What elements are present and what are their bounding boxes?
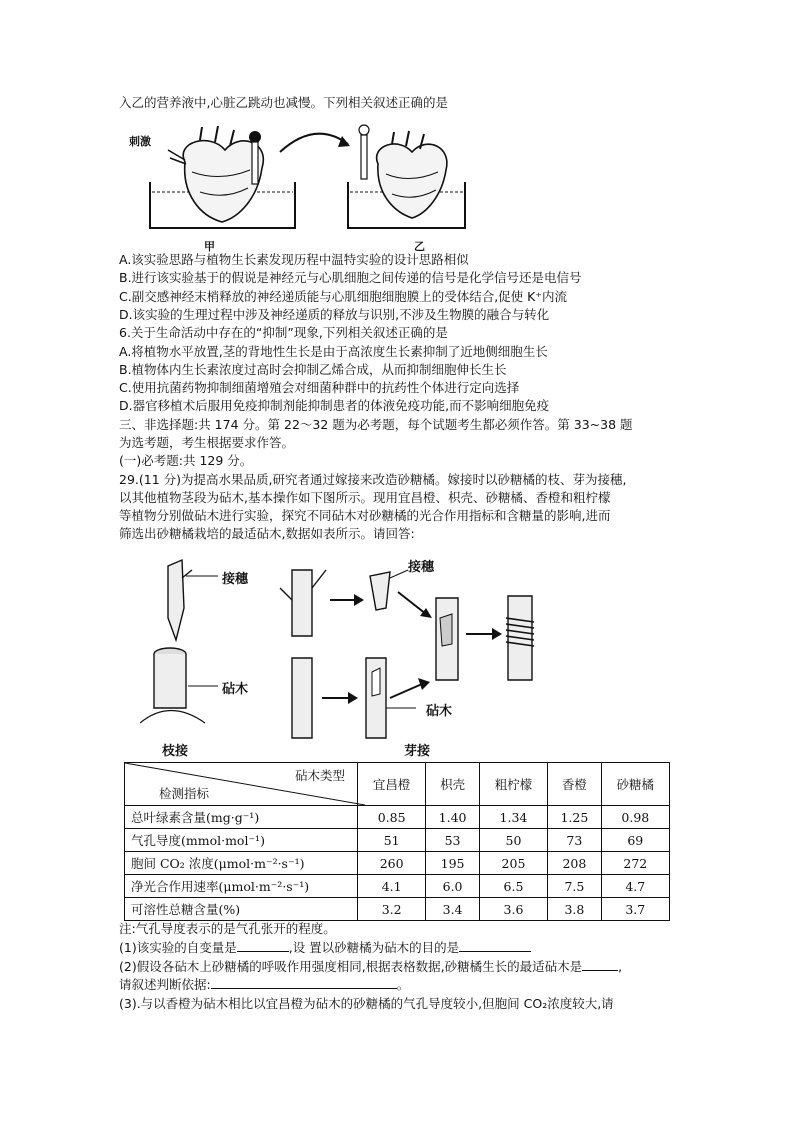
rootstock-label: 砧木 [222, 682, 249, 697]
bud-graft-label: 芽接 [404, 744, 431, 759]
q29-stem-line1: 29.(11 分)为提高水果品质,研究者通过嫁接来改造砂糖橘。嫁接时以砂糖橘的枝、芽为接穗, [119, 472, 627, 487]
figure-label-b: 乙 [414, 240, 425, 253]
table-corner-cell [125, 763, 358, 806]
table-cell: 3.6 [479, 898, 547, 921]
q5-option-c: C.副交感神经末梢释放的神经递质能与心肌细胞细胞膜上的受体结合,促使 K⁺内流 [119, 289, 567, 304]
table-cell: 4.7 [601, 875, 669, 898]
grafting-diagram [140, 548, 560, 758]
table-row [125, 852, 670, 875]
table-cell: 6.5 [479, 875, 547, 898]
subquestion-2 [119, 958, 622, 975]
q6-option-d: D.器官移植术后服用免疫抑制剂能抑制患者的体液免疫功能,而不影响细胞免疫 [119, 398, 550, 413]
table-cell: 1.25 [548, 806, 601, 829]
rootstock-label-bud: 砧木 [426, 704, 453, 719]
stimulus-label: 刺激 [129, 135, 151, 148]
table-cell: 4.1 [358, 875, 426, 898]
branch-graft-label: 枝接 [162, 744, 189, 759]
table-cell: 1.34 [479, 806, 547, 829]
section3-instructions-line2: 为选考题，考生根据要求作答。 [119, 435, 295, 450]
q29-stem-line4: 筛选出砂糖橘栽培的最适砧木,数据如表所示。请回答: [119, 526, 415, 541]
column-header: 宜昌橙 [358, 763, 426, 806]
q6-stem: 6.关于生命活动中存在的“抑制”现象,下列相关叙述正确的是 [119, 325, 448, 340]
header-rootstock-type: 砧木类型 [294, 768, 345, 783]
table-row [125, 829, 670, 852]
column-header: 枳壳 [426, 763, 479, 806]
table-cell: 0.85 [358, 806, 426, 829]
section3-instructions-line1: 三、非选择题:共 174 分。第 22～32 题为必考题，每个试题考生都必须作答。第 33~38 题 [119, 417, 633, 432]
row-indicator: 胞间 CO₂ 浓度(μmol·m⁻²·s⁻¹) [125, 852, 358, 875]
table-cell: 7.5 [548, 875, 601, 898]
subquestion-2-part-d: 。 [396, 977, 410, 992]
scion-label-bud: 接穗 [408, 560, 435, 575]
subquestion-1-part-a: (1)该实验的自变量是 [119, 940, 237, 955]
table-cell: 73 [548, 829, 601, 852]
table-cell: 6.0 [426, 875, 479, 898]
rootstock-data-table [124, 762, 670, 921]
subquestion-2-reason [119, 976, 409, 993]
table-cell: 272 [601, 852, 669, 875]
subquestion-2-part-b: , [618, 959, 623, 974]
q6-option-b: B.植物体内生长素浓度过高时会抑制乙烯合成，从而抑制细胞伸长生长 [119, 362, 507, 377]
table-cell: 3.7 [601, 898, 669, 921]
required-questions-note: (一)必考题:共 129 分。 [119, 453, 253, 468]
q5-option-a: A.该实验思路与植物生长素发现历程中温特实验的设计思路相似 [119, 252, 469, 267]
table-cell: 51 [358, 829, 426, 852]
table-cell: 3.8 [548, 898, 601, 921]
table-cell: 1.40 [426, 806, 479, 829]
table-note: 注:气孔导度表示的是气孔张开的程度。 [119, 921, 336, 936]
table-cell: 3.2 [358, 898, 426, 921]
row-indicator: 气孔导度(mmol·mol⁻¹) [125, 829, 358, 852]
table-header-row [125, 763, 670, 806]
table-cell: 3.4 [426, 898, 479, 921]
row-indicator: 可溶性总糖含量(%) [125, 898, 358, 921]
answer-blank-independent-variable[interactable] [237, 939, 289, 952]
table-cell: 205 [479, 852, 547, 875]
row-indicator: 总叶绿素含量(mg·g⁻¹) [125, 806, 358, 829]
table-cell: 0.98 [601, 806, 669, 829]
row-indicator: 净光合作用速率(μmol·m⁻²·s⁻¹) [125, 875, 358, 898]
column-header: 砂糖橘 [601, 763, 669, 806]
q6-option-a: A.将植物水平放置,茎的背地性生长是由于高浓度生长素抑制了近地侧细胞生长 [119, 344, 548, 359]
table-cell: 260 [358, 852, 426, 875]
q5-option-b: B.进行该实验基于的假说是神经元与心肌细胞之间传递的信号是化学信号还是电信号 [119, 270, 582, 285]
table-cell: 208 [548, 852, 601, 875]
column-header: 粗柠檬 [479, 763, 547, 806]
answer-blank-reason[interactable] [211, 976, 397, 989]
answer-blank-best-rootstock[interactable] [582, 958, 618, 971]
scion-label: 接穗 [222, 572, 249, 587]
subquestion-3: (3).与以香橙为砧木相比以宜昌橙为砧木的砂糖橘的气孔导度较小,但胞间 CO₂浓度较大,请 [119, 996, 614, 1011]
q6-option-c: C.使用抗菌药物抑制细菌增殖会对细菌种群中的抗药性个体进行定向选择 [119, 380, 520, 395]
table-row [125, 875, 670, 898]
table-cell: 69 [601, 829, 669, 852]
question-intro-line: 入乙的营养液中,心脏乙跳动也减慢。下列相关叙述正确的是 [119, 95, 448, 110]
subquestion-2-part-c: 请叙述判断依据: [119, 977, 211, 992]
subquestion-1-part-b: ,设 置以砂糖橘为砧木的目的是 [288, 940, 460, 955]
figure-label-a: 甲 [204, 240, 215, 253]
table-cell: 50 [479, 829, 547, 852]
table-cell: 195 [426, 852, 479, 875]
table-cell: 53 [426, 829, 479, 852]
subquestion-2-part-a: (2)假设各砧木上砂糖橘的呼吸作用强度相同,根据表格数据,砂糖橘生长的最适砧木是 [119, 959, 583, 974]
header-indicator: 检测指标 [159, 786, 210, 801]
table-row [125, 898, 670, 921]
q5-option-d: D.该实验的生理过程中涉及神经递质的释放与识别,不涉及生物膜的融合与转化 [119, 307, 550, 322]
heart-experiment-figure [130, 122, 490, 252]
table-row [125, 806, 670, 829]
q29-stem-line2: 以其他植物茎段为砧木,基本操作如下图所示。现用宜昌橙、枳壳、砂糖橘、香橙和粗柠檬 [119, 490, 611, 505]
q29-stem-line3: 等植物分别做砧木进行实验，探究不同砧木对砂糖橘的光合作用指标和含糖量的影响,进而 [119, 508, 611, 523]
column-header: 香橙 [548, 763, 601, 806]
subquestion-1 [119, 939, 531, 956]
answer-blank-control-purpose[interactable] [459, 939, 531, 952]
